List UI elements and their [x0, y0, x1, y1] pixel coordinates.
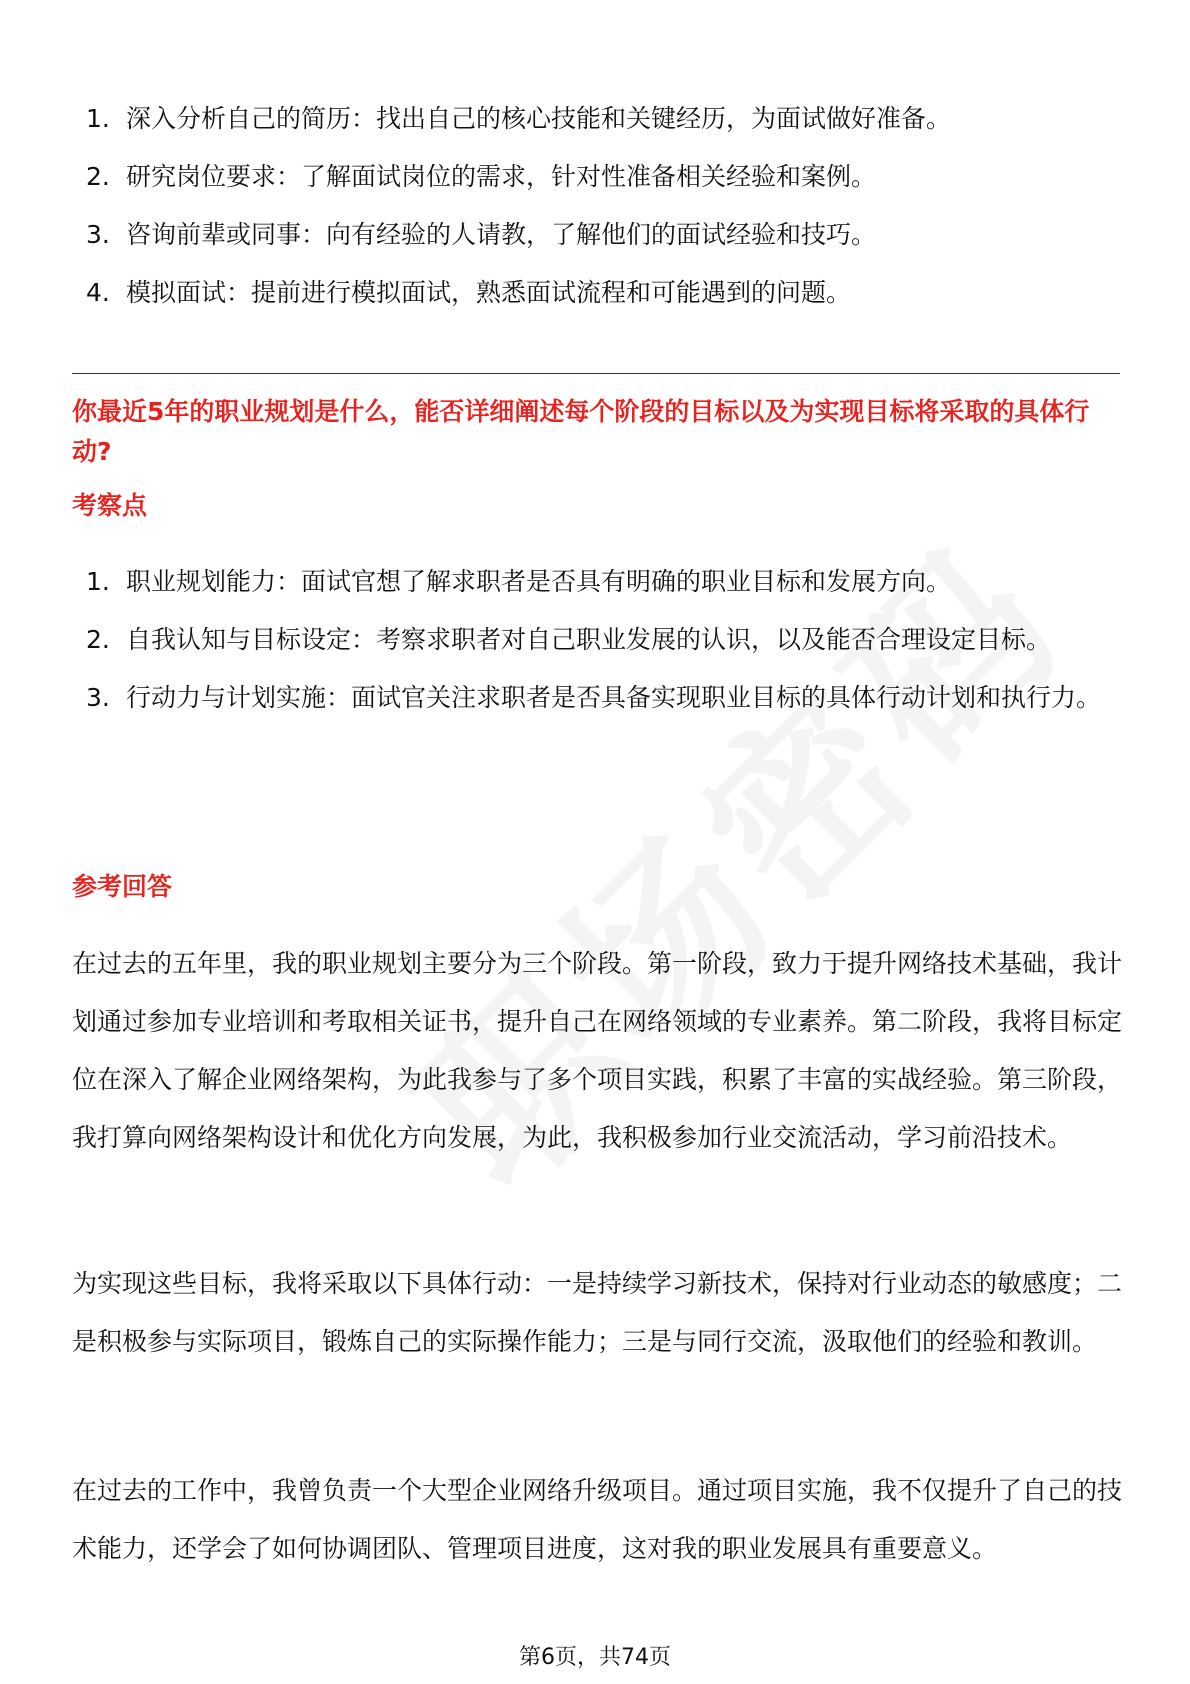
list-item-number: 1. [86, 567, 110, 596]
list-item-number: 4. [86, 278, 110, 307]
list-item [72, 264, 1122, 322]
list-item [72, 669, 1122, 727]
list-item-text: 咨询前辈或同事：向有经验的人请教，了解他们的面试经验和技巧。 [126, 220, 877, 249]
intro-list [72, 90, 1122, 322]
interview-question: 你最近5年的职业规划是什么，能否详细阐述每个阶段的目标以及为实现目标将采取的具体行动? [72, 397, 1090, 466]
list-item-text: 职业规划能力：面试官想了解求职者是否具有明确的职业目标和发展方向。 [126, 567, 952, 596]
list-item-number: 2. [86, 625, 110, 654]
list-item-text: 自我认知与目标设定：考察求职者对自己职业发展的认识，以及能否合理设定目标。 [126, 625, 1052, 654]
list-item-text: 模拟面试：提前进行模拟面试，熟悉面试流程和可能遇到的问题。 [126, 278, 852, 307]
list-item [72, 611, 1122, 669]
list-item [72, 553, 1122, 611]
list-item-text: 行动力与计划实施：面试官关注求职者是否具备实现职业目标的具体行动计划和执行力。 [126, 683, 1102, 712]
key-points-list [72, 553, 1122, 727]
key-points-heading: 考察点 [72, 491, 148, 520]
list-item [72, 206, 1122, 264]
section-divider [72, 373, 1120, 374]
list-item-text: 深入分析自己的简历：找出自己的核心技能和关键经历，为面试做好准备。 [126, 104, 952, 133]
list-item [72, 148, 1122, 206]
answer-paragraph: 为实现这些目标，我将采取以下具体行动：一是持续学习新技术，保持对行业动态的敏感度；二是积极参与实际项目，锻炼自己的实际操作能力；三是与同行交流，汲取他们的经验和教训。 [72, 1269, 1123, 1356]
answer-paragraph: 在过去的工作中，我曾负责一个大型企业网络升级项目。通过项目实施，我不仅提升了自己的技术能力，还学会了如何协调团队、管理项目进度，这对我的职业发展具有重要意义。 [72, 1476, 1123, 1563]
list-item-number: 1. [86, 104, 110, 133]
list-item-number: 3. [86, 220, 110, 249]
answer-paragraph: 在过去的五年里，我的职业规划主要分为三个阶段。第一阶段，致力于提升网络技术基础，我计划通过参加专业培训和考取相关证书，提升自己在网络领域的专业素养。第二阶段，我将目标定位在深入了解企业网络架构，为此我参与了多个项目实践，积累了丰富的实战经验。第三阶段，我打算向网络架构设计和优化方向发展，为此，我积极参加行业交流活动，学习前沿技术。 [72, 949, 1123, 1152]
list-item [72, 90, 1122, 148]
list-item-number: 2. [86, 162, 110, 191]
list-item-text: 研究岗位要求：了解面试岗位的需求，针对性准备相关经验和案例。 [126, 162, 877, 191]
reference-answer-heading: 参考回答 [72, 872, 173, 901]
page-number-footer: 第6页，共74页 [519, 1645, 671, 1670]
list-item-number: 3. [86, 683, 110, 712]
